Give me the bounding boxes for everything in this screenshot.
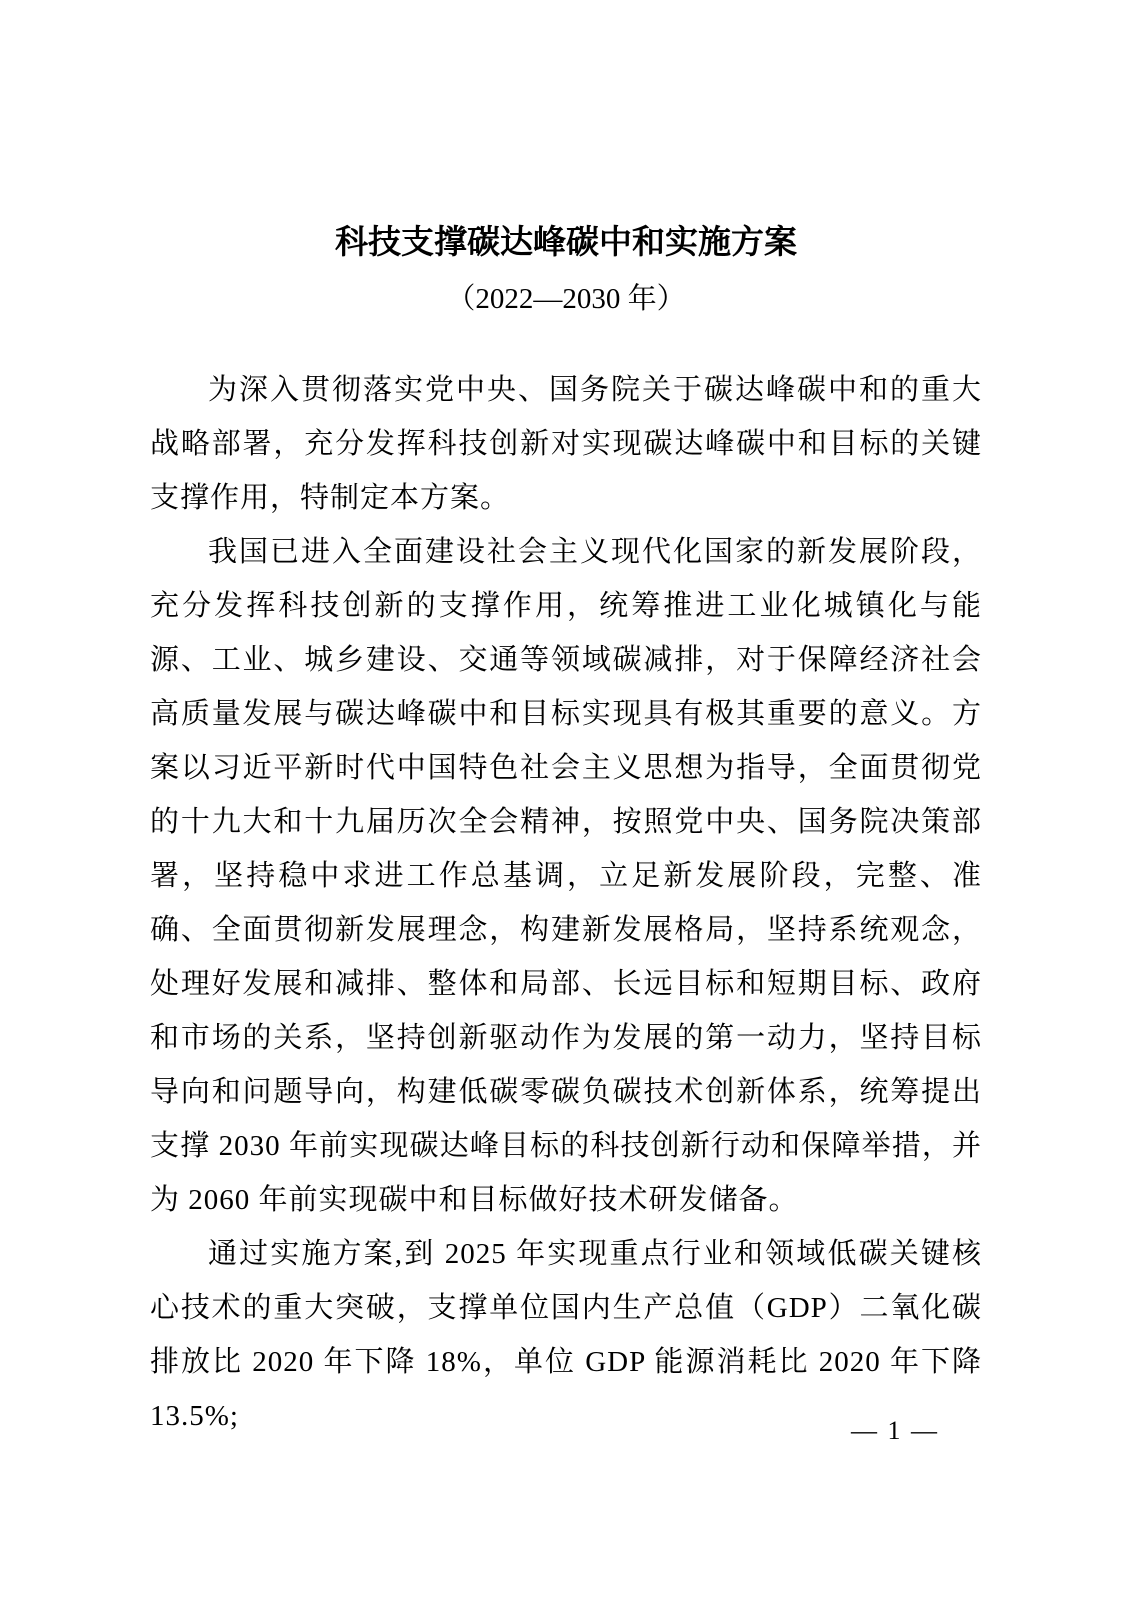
paragraph-background: 我国已进入全面建设社会主义现代化国家的新发展阶段，充分发挥科技创新的支撑作用，统筹推进工业化城镇化与能源、工业、城乡建设、交通等领域碳减排，对于保障经济社会高质量发展与碳达峰碳中和目标实现具有极其重要的意义。方案以习近平新时代中国特色社会主义思想为指导，全面贯彻党的十九大和十九届历次全会精神，按照党中央、国务院决策部署，坚持稳中求进工作总基调，立足新发展阶段，完整、准确、全面贯彻新发展理念，构建新发展格局，坚持系统观念，处理好发展和减排、整体和局部、长远目标和短期目标、政府和市场的关系，坚持创新驱动作为发展的第一动力，坚持目标导向和问题导向，构建低碳零碳负碳技术创新体系，统筹提出支撑 2030 年前实现碳达峰目标的科技创新行动和保障举措，并为 2060 年前实现碳中和目标做好技术研发储备。 [150,536,982,1216]
document-subtitle: （2022—2030 年） [446,283,686,315]
document-title: 科技支撑碳达峰碳中和实施方案 [335,225,797,261]
document-body [150,363,982,1443]
paragraph-intro: 为深入贯彻落实党中央、国务院关于碳达峰碳中和的重大战略部署，充分发挥科技创新对实现碳达峰碳中和目标的关键支撑作用，特制定本方案。 [150,374,982,514]
document-content [150,0,982,1443]
paragraph-goals: 通过实施方案,到 2025 年实现重点行业和领域低碳关键核心技术的重大突破，支撑单位国内生产总值（GDP）二氧化碳排放比 2020 年下降 18%，单位 GDP 能源消耗比 2020 年下降 13.5%; [150,1238,982,1432]
page-number: — 1 — [851,1416,939,1445]
